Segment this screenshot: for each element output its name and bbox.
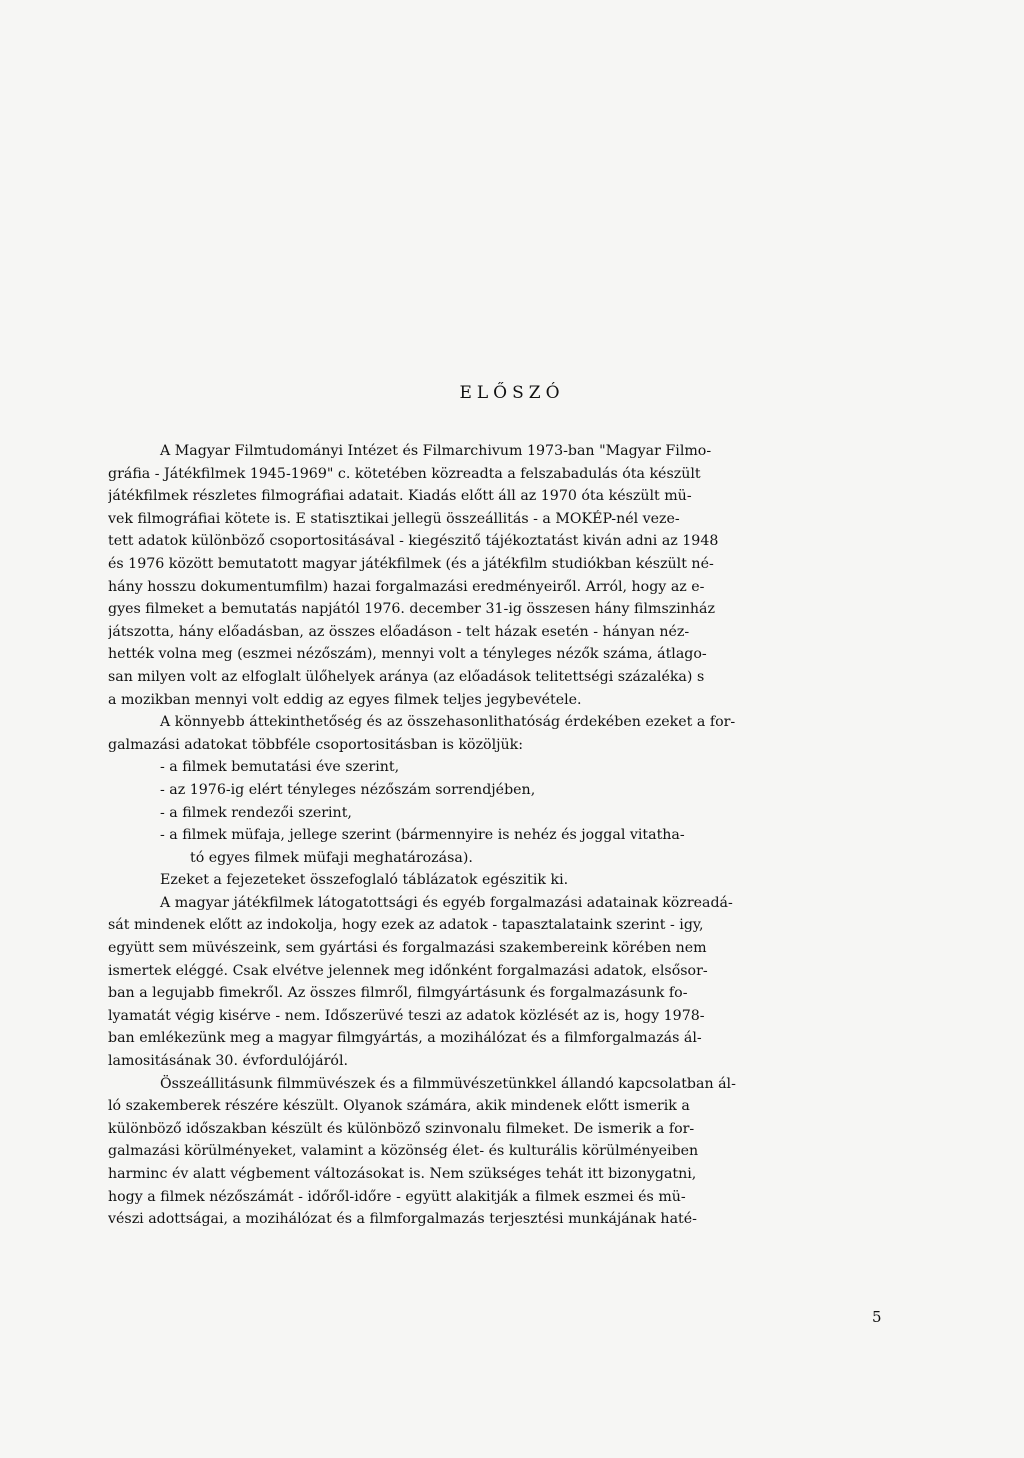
text-line: lamositásának 30. évfordulójáról.	[108, 1053, 348, 1070]
text-line: - az 1976-ig elért tényleges nézőszám sorrendjében,	[160, 781, 536, 798]
text-line: vek filmográfiai kötete is. E statisztikai jellegü összeállitás - a MOKÉP-nél veze-	[108, 510, 680, 527]
text-line: - a filmek bemutatási éve szerint,	[160, 759, 400, 776]
text-line: A magyar játékfilmek látogatottsági és egyéb forgalmazási adatainak közreadá-	[160, 894, 733, 911]
text-line: ló szakemberek részére készült. Olyanok számára, akik mindenek előtt ismerik a	[108, 1098, 690, 1115]
text-line: együtt sem müvészeink, sem gyártási és forgalmazási szakembereink körében nem	[108, 940, 707, 957]
text-line: - a filmek rendezői szerint,	[160, 804, 352, 821]
text-line: sát mindenek előtt az indokolja, hogy ezek az adatok - tapasztalataink szerint - igy,	[108, 917, 704, 934]
text-line: hogy a filmek nézőszámát - időről-időre - együtt alakitják a filmek eszmei és mü-	[108, 1188, 686, 1205]
text-line: hány hosszu dokumentumfilm) hazai forgalmazási eredményeiről. Arról, hogy az e-	[108, 578, 705, 595]
text-line: gráfia - Játékfilmek 1945-1969" c. kötetében közreadta a felszabadulás óta készült	[108, 465, 701, 482]
page-title: ELŐSZÓ	[459, 383, 565, 403]
text-line: galmazási adatokat többféle csoportositásban is közöljük:	[108, 736, 524, 753]
text-line: tett adatok különböző csoportositásával - kiegészitő tájékoztatást kiván adni az 1948	[108, 533, 719, 550]
text-line: A könnyebb áttekinthetőség és az összehasonlithatóság érdekében ezeket a for-	[160, 714, 736, 731]
text-line: tó egyes filmek müfaji meghatározása).	[190, 849, 473, 866]
text-line: játszotta, hány előadásban, az összes előadáson - telt házak esetén - hányan néz-	[108, 623, 690, 640]
text-line: Összeállitásunk filmmüvészek és a filmmüvészetünkkel állandó kapcsolatban ál-	[160, 1075, 736, 1092]
text-line: Ezeket a fejezeteket összefoglaló táblázatok egészitik ki.	[160, 872, 569, 889]
text-line: ismertek eléggé. Csak elvétve jelennek meg időnként forgalmazási adatok, elsősor-	[108, 962, 708, 979]
text-line: ban emlékezünk meg a magyar filmgyártás, a mozihálózat és a filmforgalmazás ál-	[108, 1030, 702, 1047]
text-line: és 1976 között bemutatott magyar játékfilmek (és a játékfilm studiókban készült né-	[108, 555, 714, 572]
text-line: játékfilmek részletes filmográfiai adatait. Kiadás előtt áll az 1970 óta készült mü-	[108, 488, 692, 505]
text-line: hették volna meg (eszmei nézőszám), mennyi volt a tényleges nézők száma, átlago-	[108, 646, 707, 663]
text-line: különböző időszakban készült és különböző szinvonalu filmeket. De ismerik a for-	[108, 1120, 695, 1137]
text-line: - a filmek müfaja, jellege szerint (bármennyire is nehéz és joggal vitatha-	[160, 827, 685, 844]
text-line: A Magyar Filmtudományi Intézet és Filmarchivum 1973-ban "Magyar Filmo-	[160, 443, 712, 459]
text-line: a mozikban mennyi volt eddig az egyes filmek teljes jegybevétele.	[108, 691, 582, 708]
text-line: san milyen volt az elfoglalt ülőhelyek aránya (az előadások telitettségi százaléka) s	[108, 668, 705, 685]
text-line: galmazási körülményeket, valamint a közönség élet- és kulturális körülményeiben	[108, 1143, 699, 1160]
text-line: harminc év alatt végbement változásokat is. Nem szükséges tehát itt bizonygatni,	[108, 1166, 697, 1182]
page-number: 5	[872, 1308, 882, 1326]
body-text	[108, 440, 898, 1231]
text-line: lyamatát végig kisérve - nem. Időszerüvé teszi az adatok közlését az is, hogy 1978-	[108, 1007, 705, 1024]
text-line: ban a legujabb fimekről. Az összes filmről, filmgyártásunk és forgalmazásunk fo-	[108, 985, 688, 1002]
text-line: gyes filmeket a bemutatás napjától 1976. december 31-ig összesen hány filmszinház	[108, 601, 715, 618]
text-line: vészi adottságai, a mozihálózat és a filmforgalmazás terjesztési munkájának haté-	[108, 1211, 697, 1228]
